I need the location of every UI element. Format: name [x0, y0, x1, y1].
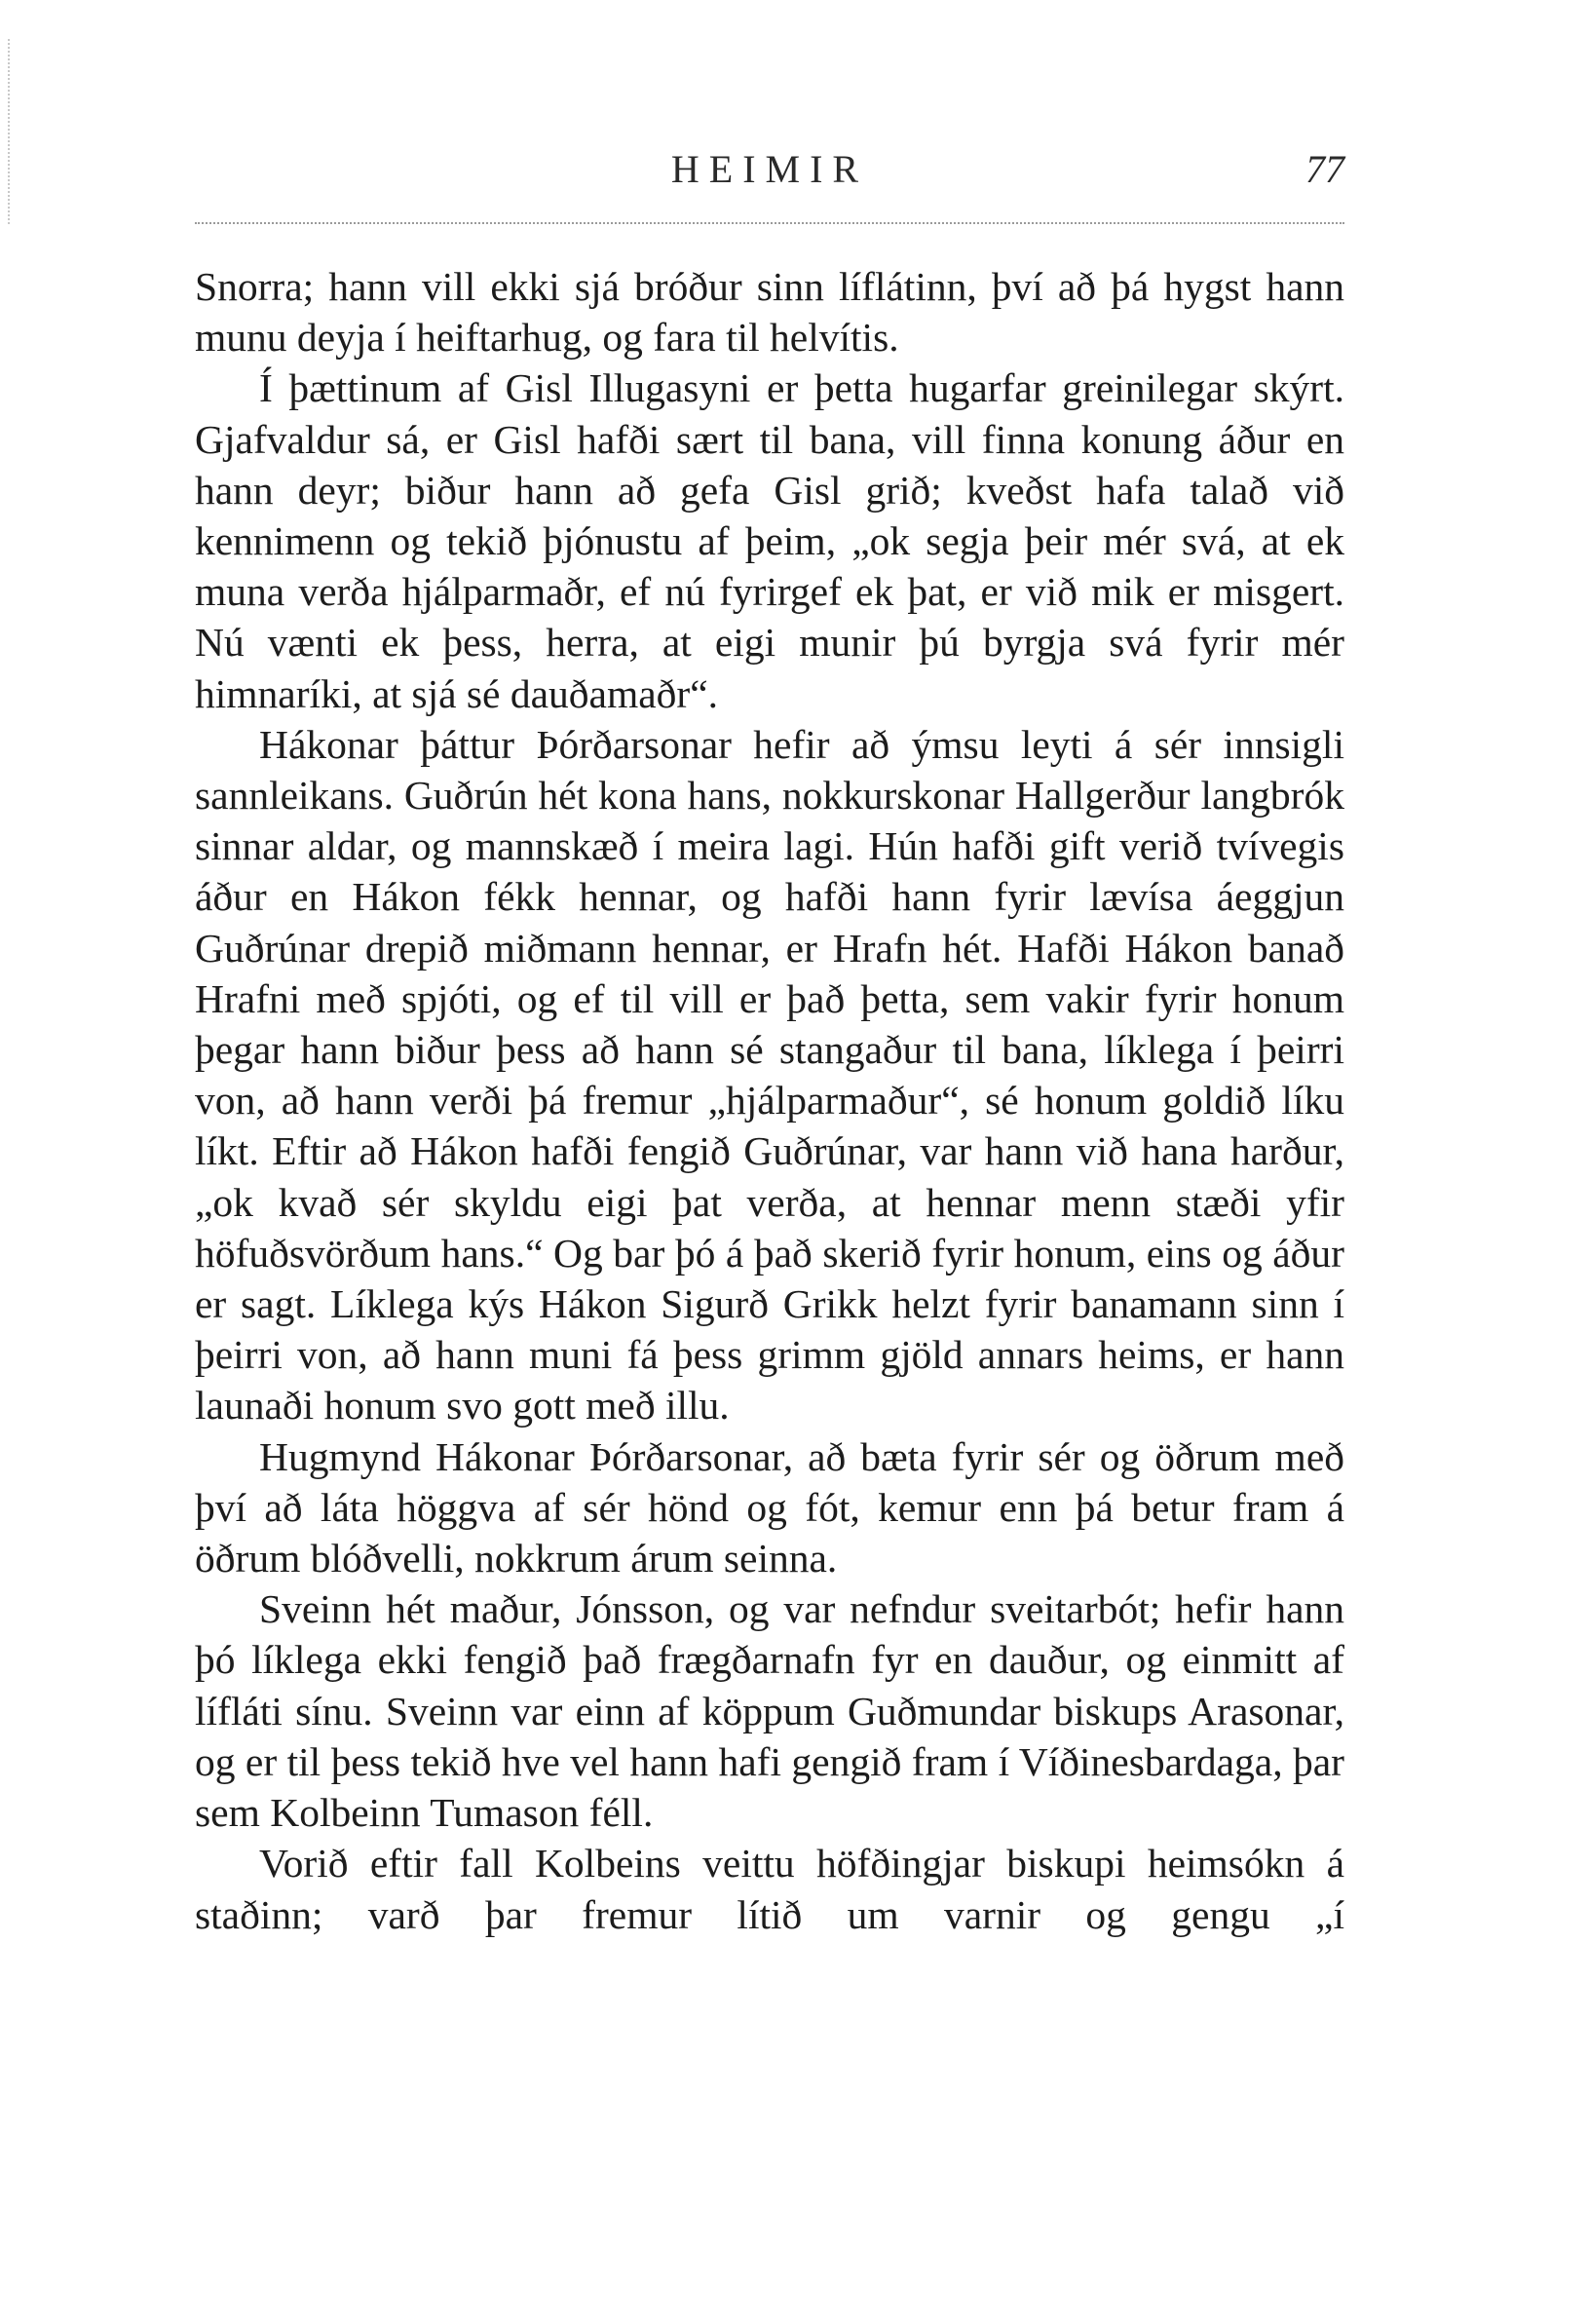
paragraph: Hugmynd Hákonar Þórðarsonar, að bæta fyrir sér og öðrum með því að láta höggva af sér hönd og fót, kemur enn þá betur fram á öðrum blóðvelli, nokkrum árum seinna.: [195, 1433, 1344, 1581]
paragraph: Í þættinum af Gisl Illugasyni er þetta hugarfar greinilegar skýrt. Gjafvaldur sá, er Gisl hafði sært til bana, vill finna konung áður en hann deyr; biður hann að gefa Gisl grið; kveðst hafa talað við kennimenn og tekið þjónustu af þeim, „ok segja þeir mér svá, at ek muna verða hjálparmaðr, ef nú fyrirgef ek þat, er við mik er misgert. Nú vænti ek þess, herra, at eigi munir þú byrgja svá fyrir mér himnaríki, at sjá sé dauðamaðr“.: [195, 365, 1344, 716]
header-rule: [195, 222, 1344, 224]
running-title: HEIMIR: [670, 147, 869, 191]
body-text: [195, 261, 1344, 1940]
running-header: [195, 146, 1344, 205]
paragraph: Snorra; hann vill ekki sjá bróður sinn líflátinn, því að þá hygst hann munu deyja í heiftarhug, og fara til helvítis.: [195, 264, 1344, 361]
scan-margin-mark: [8, 39, 12, 224]
paragraph: Sveinn hét maður, Jónsson, og var nefndur sveitarbót; hefir hann þó líklega ekki fengið það frægðarnafn fyr en dauður, og einmitt af lífláti sínu. Sveinn var einn af köppum Guðmundar biskups Arasonar, og er til þess tekið hve vel hann hafi gengið fram í Víðinesbardaga, þar sem Kolbeinn Tumason féll.: [195, 1586, 1344, 1836]
paragraph: Vorið eftir fall Kolbeins veittu höfðingjar biskupi heimsókn á staðinn; varð þar fremur lítið um varnir og gengu „í: [195, 1841, 1344, 1937]
paragraph: Hákonar þáttur Þórðarsonar hefir að ýmsu leyti á sér innsigli sannleikans. Guðrún hét kona hans, nokkurskonar Hallgerður langbrók sinnar aldar, og mannskæð í meira lagi. Hún hafði gift verið tvívegis áður en Hákon fékk hennar, og hafði hann fyrir lævísa áeggjun Guðrúnar drepið miðmann hennar, er Hrafn hét. Hafði Hákon banað Hrafni með spjóti, og ef til vill er það þetta, sem vakir fyrir honum þegar hann biður þess að hann sé stangaður til bana, líklega í þeirri von, að hann verði þá fremur „hjálparmaður“, sé honum goldið líku líkt. Eftir að Hákon hafði fengið Guðrúnar, var hann við hana harður, „ok kvað sér skyldu eigi þat verða, at hennar menn stæði yfir höfuðsvörðum hans.“ Og bar þó á það skerið fyrir honum, eins og áður er sagt. Líklega kýs Hákon Sigurð Grikk helzt fyrir banamann sinn í þeirri von, að hann muni fá þess grimm gjöld annars heims, er hann launaði honum svo gott með illu.: [195, 721, 1344, 1429]
page-number: 77: [1305, 147, 1344, 191]
